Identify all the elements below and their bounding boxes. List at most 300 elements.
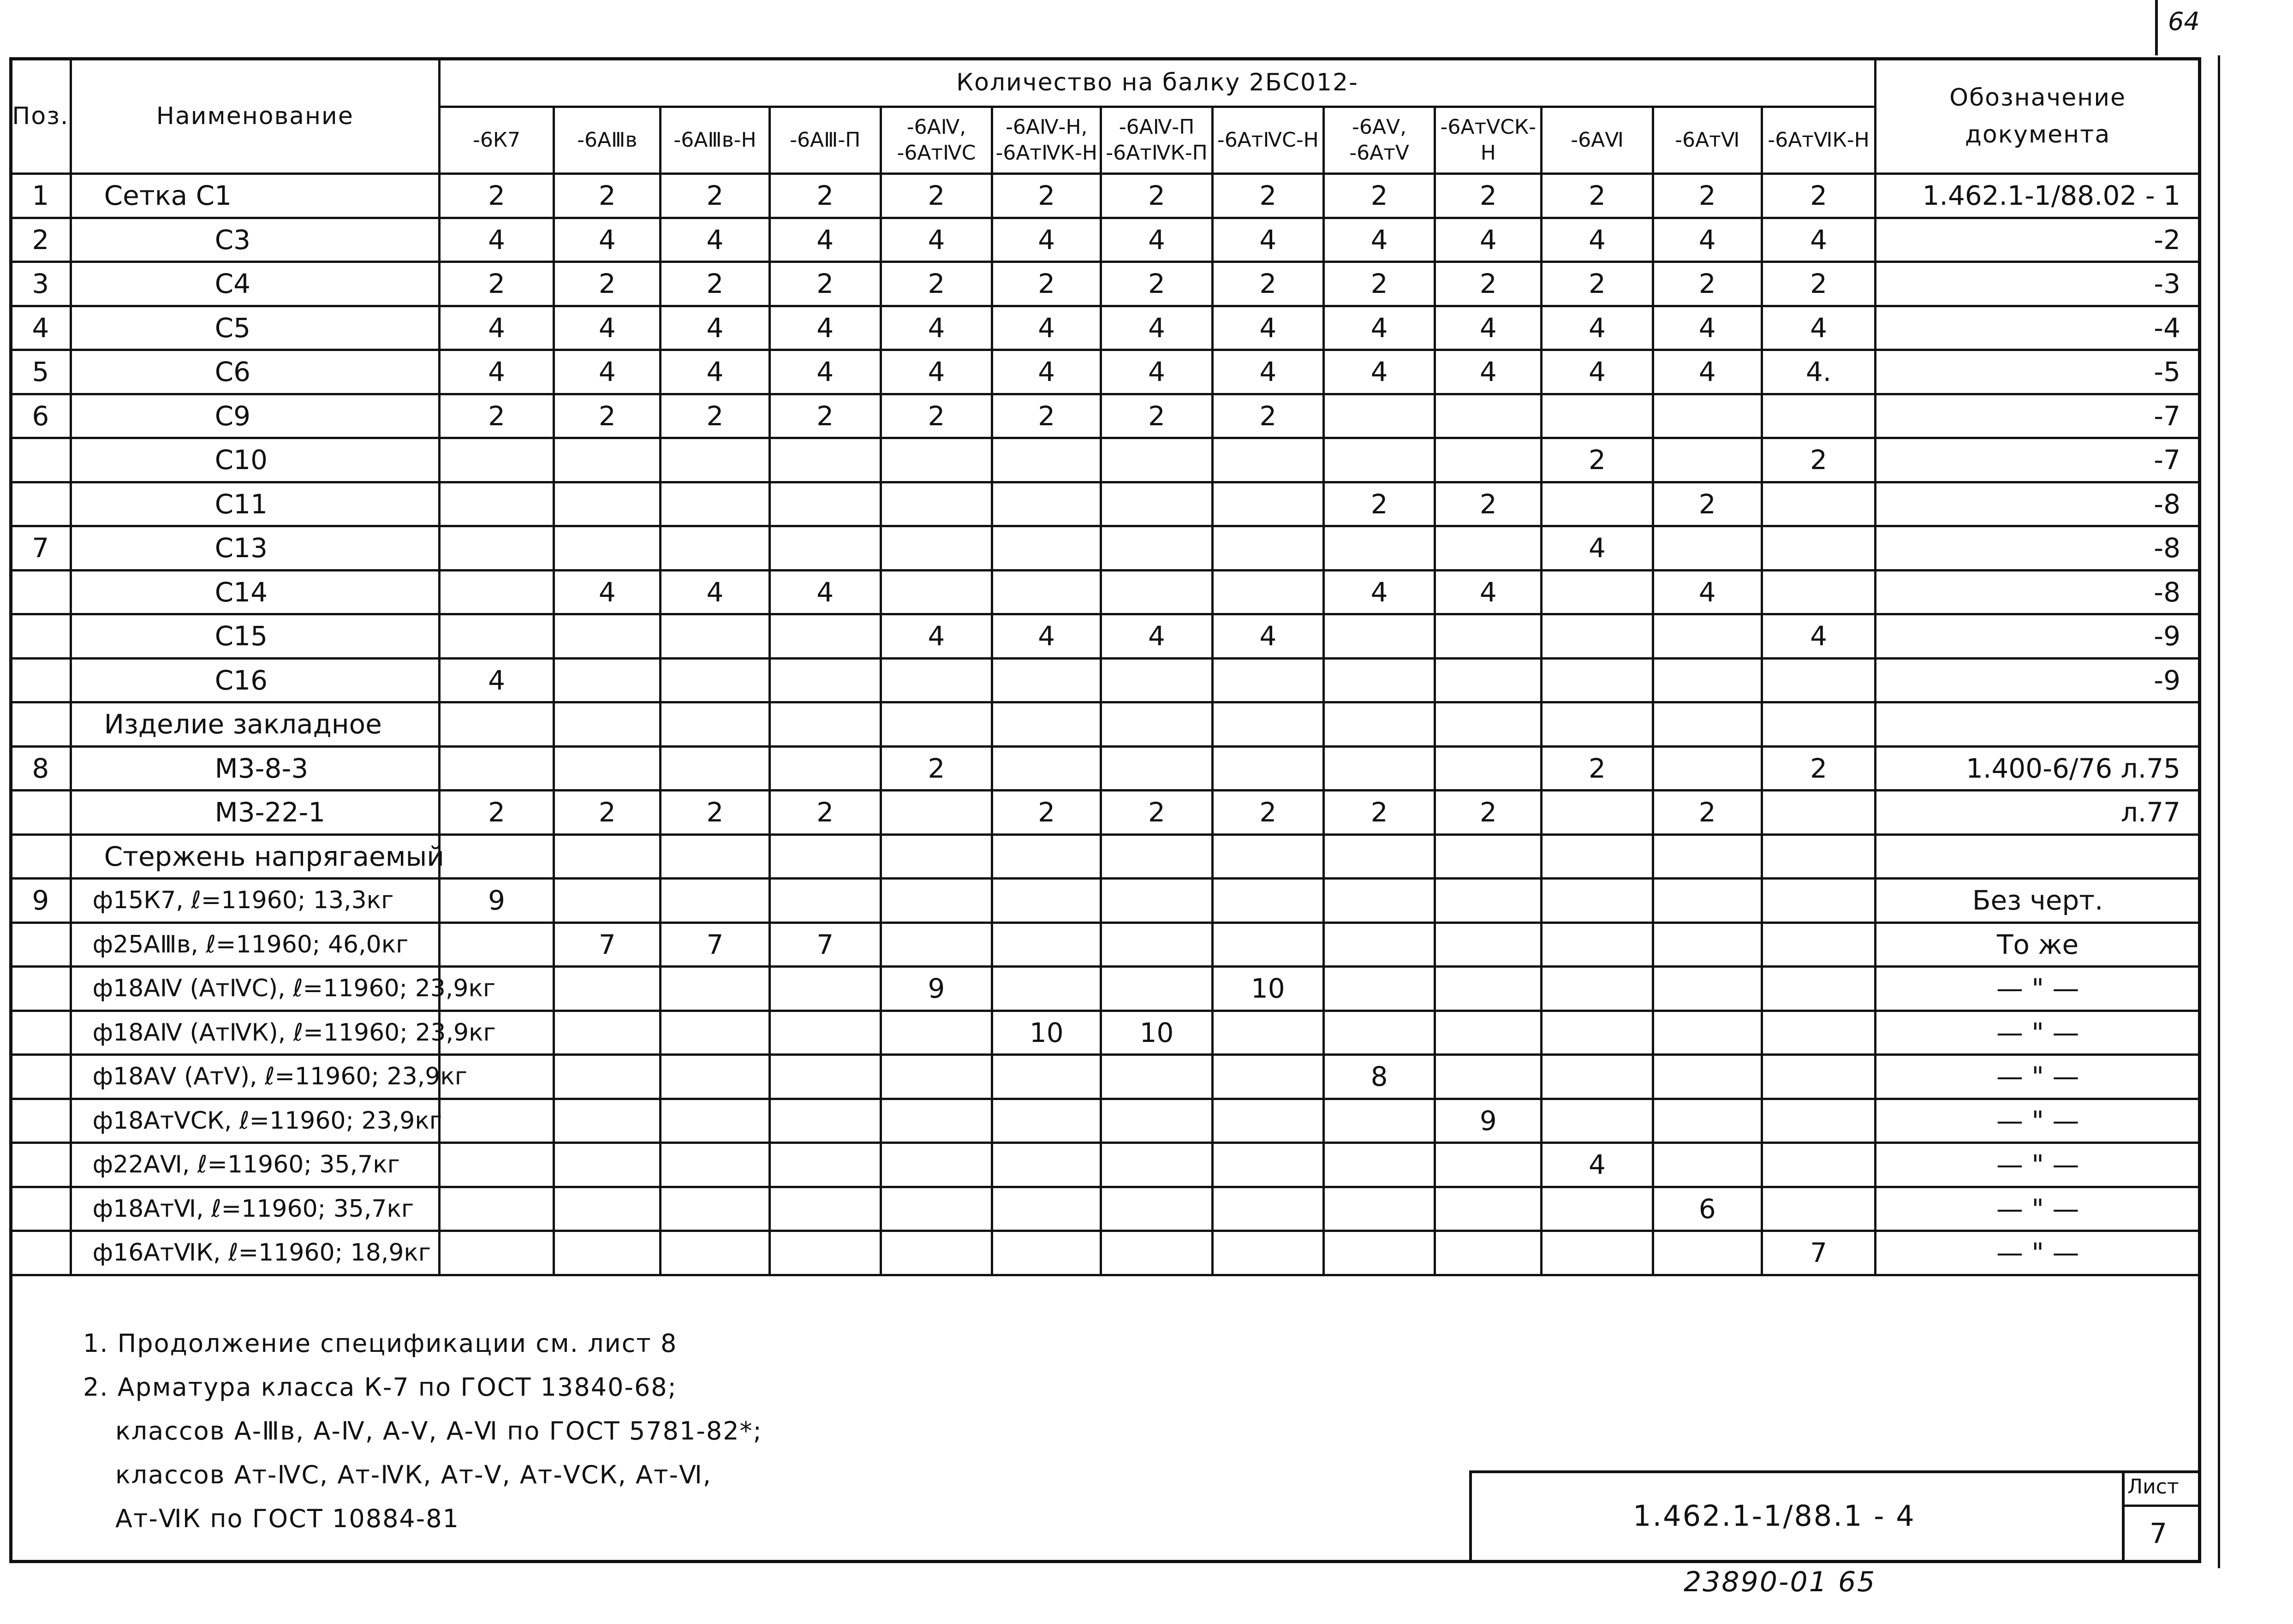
pos-cell xyxy=(11,967,71,1011)
quantity-cell xyxy=(1101,570,1212,614)
right-border-line xyxy=(2218,55,2220,1568)
quantity-cell xyxy=(1762,879,1875,923)
quantity-cell xyxy=(1762,1055,1875,1099)
quantity-cell xyxy=(1323,438,1435,482)
doc-cell: -2 xyxy=(1876,218,2200,262)
name-cell: С10 xyxy=(71,438,439,482)
quantity-cell: 2 xyxy=(554,174,661,218)
quantity-cell xyxy=(554,658,661,702)
quantity-cell: 4 xyxy=(1323,218,1435,262)
doc-cell: — " — xyxy=(1876,1187,2200,1231)
quantity-cell xyxy=(1101,1187,1212,1231)
column-header: -6АтⅥК-Н xyxy=(1762,107,1875,174)
doc-cell xyxy=(1876,702,2200,747)
quantity-cell xyxy=(1101,702,1212,747)
quantity-cell: 4 xyxy=(1101,306,1212,350)
quantity-cell: 4 xyxy=(1542,526,1653,571)
quantity-cell: 4 xyxy=(1762,306,1875,350)
name-cell: ф18АⅣ (АтⅣС), ℓ=11960; 23,9кг xyxy=(71,967,439,1011)
quantity-cell: 2 xyxy=(1101,394,1212,438)
quantity-cell: 2 xyxy=(1762,174,1875,218)
table-row xyxy=(11,438,2200,482)
quantity-cell: 4 xyxy=(1101,350,1212,394)
name-cell: ф18АтⅤСК, ℓ=11960; 23,9кг xyxy=(71,1099,439,1143)
pos-cell xyxy=(11,1143,71,1187)
quantity-cell xyxy=(661,482,769,526)
quantity-cell: 2 xyxy=(1212,174,1323,218)
column-header: -6АтⅤСК-Н xyxy=(1435,107,1542,174)
name-cell: С15 xyxy=(71,614,439,659)
quantity-cell xyxy=(1542,967,1653,1011)
quantity-cell xyxy=(769,1011,881,1055)
column-header: -6АⅣ-Н, -6АтⅣК-Н xyxy=(992,107,1101,174)
quantity-cell: 2 xyxy=(1762,746,1875,791)
quantity-cell xyxy=(769,614,881,659)
quantity-cell xyxy=(1101,1143,1212,1187)
notes-block xyxy=(83,1321,762,1541)
column-header: -6АⅤ, -6АтⅤ xyxy=(1323,107,1435,174)
name-cell: С4 xyxy=(71,262,439,306)
quantity-cell xyxy=(1101,526,1212,571)
quantity-cell: 4 xyxy=(881,614,992,659)
quantity-cell xyxy=(1762,658,1875,702)
pos-cell xyxy=(11,922,71,967)
quantity-cell xyxy=(769,658,881,702)
quantity-cell xyxy=(661,702,769,747)
quantity-cell: 2 xyxy=(1435,174,1542,218)
quantity-cell xyxy=(661,746,769,791)
quantity-cell xyxy=(1542,1099,1653,1143)
quantity-cell: 4 xyxy=(1435,306,1542,350)
quantity-cell xyxy=(769,1099,881,1143)
quantity-cell xyxy=(1212,658,1323,702)
quantity-cell xyxy=(881,702,992,747)
quantity-cell xyxy=(661,1099,769,1143)
name-cell: ф16АтⅥК, ℓ=11960; 18,9кг xyxy=(71,1231,439,1275)
quantity-cell: 2 xyxy=(1323,791,1435,835)
table-row xyxy=(11,922,2200,967)
quantity-cell xyxy=(1542,570,1653,614)
quantity-cell xyxy=(439,1231,554,1275)
quantity-cell: 2 xyxy=(1435,262,1542,306)
quantity-cell: 4 xyxy=(1542,350,1653,394)
quantity-cell xyxy=(881,1055,992,1099)
doc-cell: — " — xyxy=(1876,967,2200,1011)
quantity-cell: 6 xyxy=(1653,1187,1762,1231)
doc-cell: л.77 xyxy=(1876,791,2200,835)
quantity-cell xyxy=(769,438,881,482)
quantity-cell: 4 xyxy=(661,570,769,614)
quantity-cell: 2 xyxy=(769,791,881,835)
quantity-cell xyxy=(881,438,992,482)
note-line: классов Ат-ⅣС, Ат-ⅣК, Ат-Ⅴ, Ат-ⅤСК, Ат-Ⅵ, xyxy=(115,1460,712,1489)
quantity-cell xyxy=(1653,922,1762,967)
quantity-cell xyxy=(1323,702,1435,747)
quantity-cell xyxy=(769,967,881,1011)
quantity-cell xyxy=(1762,702,1875,747)
column-header: -6АтⅥ xyxy=(1653,107,1762,174)
quantity-cell: 2 xyxy=(1323,262,1435,306)
quantity-cell xyxy=(1323,834,1435,879)
quantity-cell xyxy=(1762,1011,1875,1055)
doc-cell: -5 xyxy=(1876,350,2200,394)
quantity-cell: 10 xyxy=(992,1011,1101,1055)
name-cell: ф18АтⅥ, ℓ=11960; 35,7кг xyxy=(71,1187,439,1231)
quantity-cell: 2 xyxy=(661,174,769,218)
quantity-cell: 4 xyxy=(661,350,769,394)
quantity-cell xyxy=(1653,967,1762,1011)
quantity-cell xyxy=(881,526,992,571)
quantity-cell xyxy=(1542,834,1653,879)
quantity-cell: 2 xyxy=(1101,262,1212,306)
doc-cell: — " — xyxy=(1876,1231,2200,1275)
table-row xyxy=(11,350,2200,394)
quantity-cell: 4 xyxy=(992,614,1101,659)
quantity-cell: 2 xyxy=(439,791,554,835)
quantity-cell xyxy=(1323,1231,1435,1275)
quantity-cell: 4 xyxy=(1323,570,1435,614)
quantity-cell xyxy=(1435,394,1542,438)
quantity-cell: 2 xyxy=(1101,174,1212,218)
quantity-cell: 2 xyxy=(661,394,769,438)
quantity-cell xyxy=(769,702,881,747)
quantity-cell xyxy=(992,570,1101,614)
column-header: -6АⅣ-П -6АтⅣК-П xyxy=(1101,107,1212,174)
table-row xyxy=(11,218,2200,262)
quantity-cell xyxy=(661,1055,769,1099)
name-cell: С11 xyxy=(71,482,439,526)
quantity-cell xyxy=(439,922,554,967)
quantity-cell xyxy=(554,702,661,747)
quantity-cell xyxy=(1323,526,1435,571)
quantity-cell: 4 xyxy=(554,306,661,350)
quantity-cell: 2 xyxy=(1653,791,1762,835)
doc-cell: -3 xyxy=(1876,262,2200,306)
quantity-cell xyxy=(1653,658,1762,702)
name-cell: ф22АⅥ, ℓ=11960; 35,7кг xyxy=(71,1143,439,1187)
pos-cell xyxy=(11,702,71,747)
quantity-cell xyxy=(1212,1143,1323,1187)
quantity-cell xyxy=(992,658,1101,702)
quantity-cell xyxy=(1653,702,1762,747)
quantity-cell xyxy=(1435,702,1542,747)
name-cell: ф18АⅤ (АтⅤ), ℓ=11960; 23,9кг xyxy=(71,1055,439,1099)
quantity-cell xyxy=(1212,570,1323,614)
table-row xyxy=(11,702,2200,747)
name-cell: С3 xyxy=(71,218,439,262)
quantity-cell xyxy=(1101,1099,1212,1143)
pos-cell: 1 xyxy=(11,174,71,218)
quantity-cell xyxy=(1762,791,1875,835)
pos-cell xyxy=(11,1011,71,1055)
pos-cell xyxy=(11,1055,71,1099)
quantity-cell xyxy=(1212,922,1323,967)
quantity-cell: 2 xyxy=(769,262,881,306)
table-row xyxy=(11,1099,2200,1143)
column-header: -6АⅣ, -6АтⅣС xyxy=(881,107,992,174)
quantity-cell: 2 xyxy=(554,394,661,438)
quantity-cell: 2 xyxy=(992,394,1101,438)
quantity-cell: 2 xyxy=(1653,482,1762,526)
table-row xyxy=(11,394,2200,438)
quantity-cell xyxy=(1542,1187,1653,1231)
quantity-cell: 7 xyxy=(554,922,661,967)
quantity-cell xyxy=(554,967,661,1011)
quantity-cell: 4 xyxy=(1653,218,1762,262)
quantity-cell xyxy=(1762,967,1875,1011)
pos-cell xyxy=(11,791,71,835)
quantity-cell xyxy=(1212,1055,1323,1099)
quantity-cell xyxy=(439,482,554,526)
quantity-cell xyxy=(881,570,992,614)
quantity-cell: 2 xyxy=(439,174,554,218)
name-cell: С5 xyxy=(71,306,439,350)
pos-cell: 3 xyxy=(11,262,71,306)
quantity-cell: 2 xyxy=(881,394,992,438)
name-cell: М3-8-3 xyxy=(71,746,439,791)
quantity-cell: 9 xyxy=(439,879,554,923)
quantity-cell xyxy=(1323,967,1435,1011)
quantity-cell xyxy=(439,1143,554,1187)
quantity-cell xyxy=(769,1143,881,1187)
quantity-cell xyxy=(661,658,769,702)
quantity-cell xyxy=(1101,922,1212,967)
quantity-cell xyxy=(1212,1011,1323,1055)
quantity-cell xyxy=(554,834,661,879)
quantity-cell xyxy=(1435,658,1542,702)
corner-page-number: 64 xyxy=(2168,7,2200,36)
quantity-cell xyxy=(1212,1187,1323,1231)
quantity-cell: 4 xyxy=(439,658,554,702)
quantity-cell xyxy=(1542,614,1653,659)
header-quantity-title: Количество на балку 2БС012- xyxy=(439,59,1875,107)
quantity-cell: 2 xyxy=(1435,791,1542,835)
quantity-cell: 10 xyxy=(1212,967,1323,1011)
quantity-cell xyxy=(1653,746,1762,791)
quantity-cell xyxy=(1101,658,1212,702)
quantity-cell xyxy=(554,1143,661,1187)
quantity-cell xyxy=(881,879,992,923)
table-row xyxy=(11,658,2200,702)
quantity-cell xyxy=(661,834,769,879)
table-row xyxy=(11,791,2200,835)
pos-cell: 7 xyxy=(11,526,71,571)
quantity-cell xyxy=(992,922,1101,967)
quantity-cell xyxy=(554,482,661,526)
table-row xyxy=(11,1055,2200,1099)
quantity-cell xyxy=(1542,658,1653,702)
name-cell: Сетка С1 xyxy=(71,174,439,218)
table-row xyxy=(11,174,2200,218)
sheet-label: Лист xyxy=(2127,1475,2179,1499)
quantity-cell: 4 xyxy=(992,306,1101,350)
quantity-cell: 2 xyxy=(881,262,992,306)
quantity-cell: 2 xyxy=(1323,174,1435,218)
quantity-cell xyxy=(992,879,1101,923)
quantity-cell: 4 xyxy=(769,218,881,262)
quantity-cell: 4 xyxy=(1542,306,1653,350)
quantity-cell xyxy=(1762,922,1875,967)
quantity-cell xyxy=(554,1011,661,1055)
quantity-cell: 4 xyxy=(1323,306,1435,350)
quantity-cell xyxy=(992,1099,1101,1143)
table-row xyxy=(11,1187,2200,1231)
quantity-cell xyxy=(661,1011,769,1055)
quantity-cell xyxy=(992,746,1101,791)
column-header: -6АⅢ-П xyxy=(769,107,881,174)
quantity-cell: 2 xyxy=(1762,262,1875,306)
quantity-cell xyxy=(554,1187,661,1231)
quantity-cell xyxy=(439,438,554,482)
table-row xyxy=(11,1143,2200,1187)
quantity-cell: 2 xyxy=(1435,482,1542,526)
table-row xyxy=(11,306,2200,350)
quantity-cell xyxy=(992,1187,1101,1231)
quantity-cell: 4 xyxy=(1212,350,1323,394)
quantity-cell: 2 xyxy=(1542,174,1653,218)
quantity-cell: 4 xyxy=(1435,218,1542,262)
name-cell: Стержень напрягаемый xyxy=(71,834,439,879)
quantity-cell: 4 xyxy=(661,306,769,350)
quantity-cell xyxy=(1101,438,1212,482)
quantity-cell xyxy=(1653,1143,1762,1187)
quantity-cell xyxy=(1212,1231,1323,1275)
quantity-cell: 4 xyxy=(881,306,992,350)
quantity-cell xyxy=(1435,1231,1542,1275)
doc-cell: 1.400-6/76 л.75 xyxy=(1876,746,2200,791)
quantity-cell xyxy=(1435,922,1542,967)
quantity-cell: 2 xyxy=(554,262,661,306)
specification-table xyxy=(9,57,2201,1276)
corner-divider xyxy=(2155,0,2158,55)
name-cell: С16 xyxy=(71,658,439,702)
quantity-cell: 4 xyxy=(661,218,769,262)
quantity-cell xyxy=(881,1011,992,1055)
quantity-cell: 2 xyxy=(992,174,1101,218)
doc-cell: Без черт. xyxy=(1876,879,2200,923)
quantity-cell xyxy=(1653,834,1762,879)
quantity-cell xyxy=(1212,702,1323,747)
quantity-cell xyxy=(769,482,881,526)
quantity-cell xyxy=(769,1055,881,1099)
quantity-cell: 4 xyxy=(881,350,992,394)
quantity-cell xyxy=(439,614,554,659)
quantity-cell xyxy=(1542,1055,1653,1099)
quantity-cell xyxy=(554,614,661,659)
quantity-cell xyxy=(1653,1231,1762,1275)
quantity-cell: 4 xyxy=(1762,614,1875,659)
note-line: 2. Арматура класса К-7 по ГОСТ 13840-68; xyxy=(83,1373,677,1402)
table-row xyxy=(11,967,2200,1011)
doc-cell: — " — xyxy=(1876,1099,2200,1143)
quantity-cell: 4 xyxy=(1542,218,1653,262)
quantity-cell xyxy=(1435,526,1542,571)
quantity-cell: 2 xyxy=(1323,482,1435,526)
quantity-cell xyxy=(1542,482,1653,526)
quantity-cell: 2 xyxy=(554,791,661,835)
pos-cell xyxy=(11,482,71,526)
quantity-cell xyxy=(1323,746,1435,791)
quantity-cell xyxy=(1435,1055,1542,1099)
quantity-cell xyxy=(554,526,661,571)
column-header: -6АтⅣС-Н xyxy=(1212,107,1323,174)
table-row xyxy=(11,482,2200,526)
doc-cell: 1.462.1-1/88.02 - 1 xyxy=(1876,174,2200,218)
quantity-cell xyxy=(439,570,554,614)
quantity-cell: 4 xyxy=(769,570,881,614)
doc-cell: — " — xyxy=(1876,1011,2200,1055)
quantity-cell: 10 xyxy=(1101,1011,1212,1055)
quantity-cell: 4 xyxy=(769,350,881,394)
quantity-cell xyxy=(881,658,992,702)
quantity-cell xyxy=(1653,526,1762,571)
quantity-cell xyxy=(661,1231,769,1275)
doc-cell: -9 xyxy=(1876,658,2200,702)
column-header: -6К7 xyxy=(439,107,554,174)
pos-cell: 8 xyxy=(11,746,71,791)
quantity-cell: 4 xyxy=(439,306,554,350)
quantity-cell: 2 xyxy=(661,791,769,835)
quantity-cell: 4 xyxy=(554,570,661,614)
quantity-cell: 4 xyxy=(1212,306,1323,350)
pos-cell: 6 xyxy=(11,394,71,438)
quantity-cell xyxy=(992,967,1101,1011)
quantity-cell xyxy=(1653,879,1762,923)
quantity-cell: 4 xyxy=(1435,350,1542,394)
quantity-cell xyxy=(1542,879,1653,923)
quantity-cell: 4 xyxy=(1762,218,1875,262)
quantity-cell xyxy=(1323,1143,1435,1187)
quantity-cell xyxy=(439,526,554,571)
quantity-cell: 7 xyxy=(769,922,881,967)
pos-cell: 2 xyxy=(11,218,71,262)
quantity-cell: 4 xyxy=(1101,218,1212,262)
quantity-cell xyxy=(554,1055,661,1099)
quantity-cell: 9 xyxy=(1435,1099,1542,1143)
quantity-cell xyxy=(1101,1231,1212,1275)
pos-cell xyxy=(11,658,71,702)
quantity-cell: 4 xyxy=(992,350,1101,394)
quantity-cell xyxy=(1101,967,1212,1011)
quantity-cell xyxy=(881,1231,992,1275)
quantity-cell: 4 xyxy=(1542,1143,1653,1187)
table-row xyxy=(11,1231,2200,1275)
quantity-cell xyxy=(439,1099,554,1143)
quantity-cell xyxy=(1435,1143,1542,1187)
quantity-cell xyxy=(1435,967,1542,1011)
quantity-cell xyxy=(881,834,992,879)
quantity-cell: 2 xyxy=(1212,394,1323,438)
quantity-cell xyxy=(1762,570,1875,614)
quantity-cell xyxy=(1101,482,1212,526)
quantity-cell xyxy=(1212,834,1323,879)
quantity-cell xyxy=(881,922,992,967)
quantity-cell: 2 xyxy=(1542,438,1653,482)
quantity-cell xyxy=(881,1187,992,1231)
name-cell: С13 xyxy=(71,526,439,571)
quantity-cell xyxy=(1762,1187,1875,1231)
quantity-cell: 4 xyxy=(881,218,992,262)
quantity-cell xyxy=(1212,1099,1323,1143)
doc-cell: -4 xyxy=(1876,306,2200,350)
quantity-cell: 4 xyxy=(1212,218,1323,262)
quantity-cell xyxy=(554,1099,661,1143)
quantity-cell xyxy=(1653,1099,1762,1143)
quantity-cell: 2 xyxy=(439,394,554,438)
quantity-cell xyxy=(992,526,1101,571)
quantity-cell xyxy=(881,1143,992,1187)
quantity-cell xyxy=(1653,1011,1762,1055)
